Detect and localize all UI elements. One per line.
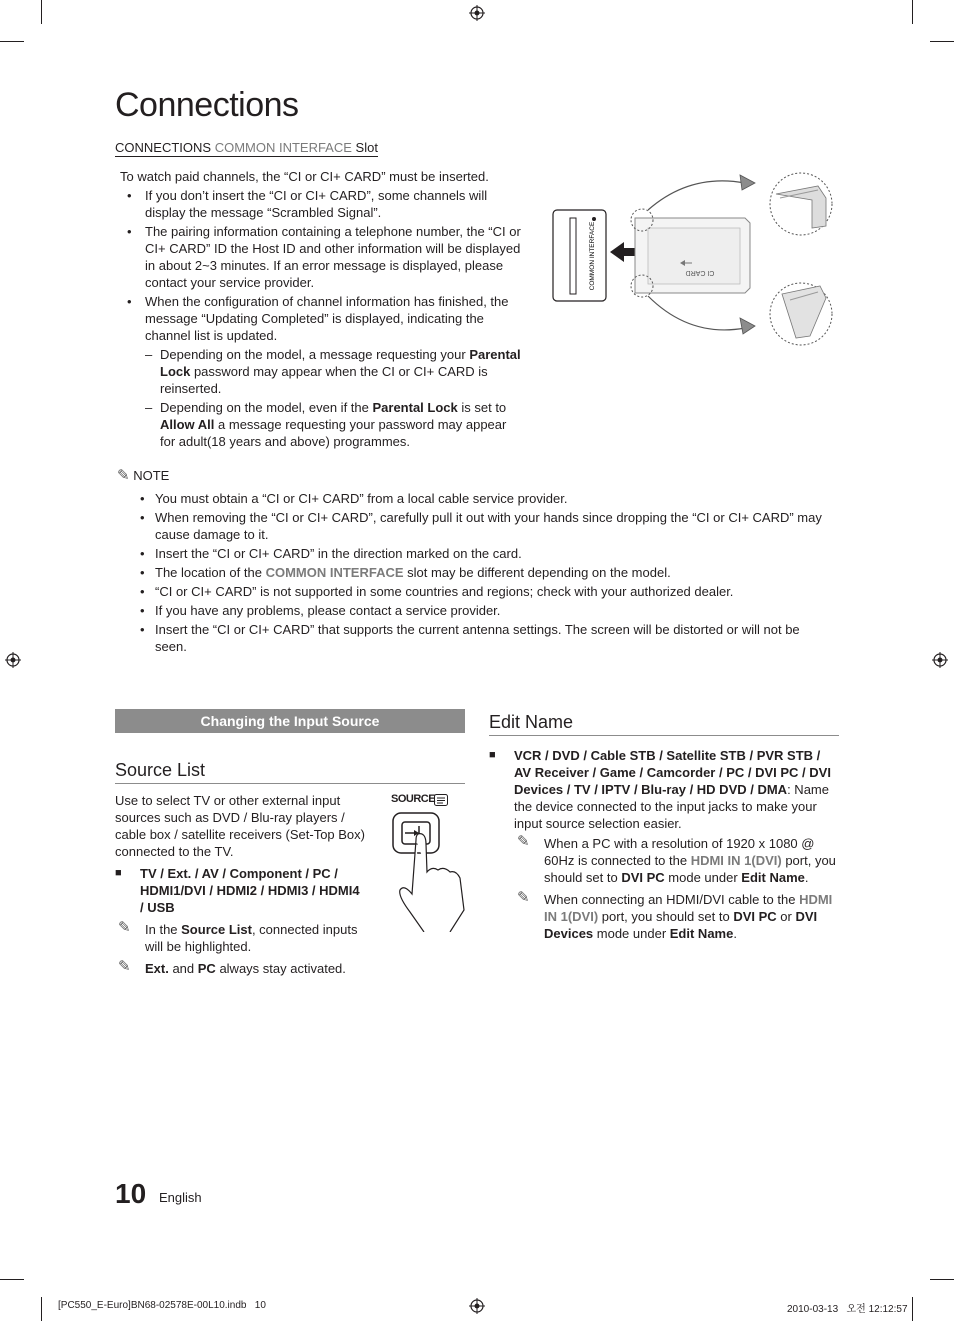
card-label: CI CARD	[685, 269, 715, 276]
note-list	[140, 488, 835, 657]
slot-panel	[553, 210, 606, 301]
text: .	[804, 870, 809, 885]
page-language: English	[159, 1190, 202, 1205]
registration-mark-icon	[469, 5, 485, 21]
intro-bullets	[120, 187, 525, 344]
bold-term: Source List	[181, 922, 252, 937]
source-list-body	[115, 792, 365, 977]
text: or	[776, 909, 796, 924]
note-pencil-icon: ✎	[117, 467, 130, 484]
text: Depending on the model, a message requesting your	[160, 347, 470, 362]
crop-mark	[41, 1297, 42, 1321]
bold-term: Parental Lock	[372, 400, 458, 415]
source-list-item: ■ TV / Ext. / AV / Component / PC / HDMI1/DVI / HDMI2 / HDMI3 / HDMI4 / USB	[115, 865, 365, 916]
text: port, you should set to	[544, 853, 836, 885]
highlight-term: COMMON INTERFACE	[265, 565, 404, 580]
footer-file: [PC550_E-Euro]BN68-02578E-00L10.indb 10	[58, 1300, 266, 1311]
text: a message requesting your password may appear for adult(18 years and above) programmes.	[160, 417, 507, 449]
text: slot may be different depending on the model.	[403, 565, 671, 580]
note-bullets	[140, 490, 835, 655]
bold-term: Ext.	[145, 961, 169, 976]
hand-pressing-button-icon	[390, 810, 470, 932]
text: port, you should set to	[598, 909, 734, 924]
list-item	[120, 346, 525, 397]
intro-dash-list	[120, 346, 525, 450]
highlight-term: HDMI IN 1(DVI)	[544, 892, 833, 924]
insert-arrow-icon	[610, 242, 636, 262]
list-item: • When removing the “CI or CI+ CARD”, carefully pull it out with your hands since dropping the “CI or CI+ CARD” may cause damage to it.	[140, 509, 835, 543]
text: : Name the device connected to the input jacks to make your input source selection easier.	[514, 782, 829, 831]
text: The location of the	[155, 565, 266, 580]
bold-term: VCR / DVD / Cable STB / Satellite STB / PVR STB / AV Receiver / Game / Camcorder / PC / DVI PC / DVI Devices / TV / IPTV / Blu-ray / HD DVD / DMA	[514, 748, 831, 797]
text: mode under	[664, 870, 742, 885]
crop-mark	[912, 0, 913, 24]
source-list-note	[115, 921, 365, 955]
text: always stay activated.	[215, 961, 346, 976]
intro-text: To watch paid channels, the “CI or CI+ CARD” must be inserted.	[120, 169, 489, 184]
bold-term: Allow All	[160, 417, 215, 432]
subheading-prefix: CONNECTIONS	[115, 140, 212, 155]
page-title: Connections	[115, 86, 299, 124]
ci-intro	[120, 168, 525, 452]
bold-term: DVI PC	[733, 909, 777, 924]
bold-term: Edit Name	[669, 926, 734, 941]
source-remote-illustration	[390, 792, 470, 932]
text: In the	[145, 922, 182, 937]
crop-mark	[41, 0, 42, 24]
text: .	[733, 926, 737, 941]
source-list-icon	[434, 794, 448, 806]
bold-term: Parental Lock	[160, 347, 521, 379]
list-item: • If you don’t insert the “CI or CI+ CARD”, some channels will display the message “Scrambled Signal”.	[120, 187, 525, 221]
bold-term: PC	[197, 961, 216, 976]
text: and	[168, 961, 198, 976]
source-list-note	[115, 960, 415, 977]
note-heading	[117, 466, 169, 484]
list-item	[120, 399, 525, 450]
edit-name-heading: Edit Name	[489, 712, 839, 736]
list-item	[140, 564, 835, 581]
crop-mark	[912, 1297, 913, 1321]
bold-term: DVI Devices	[544, 909, 818, 941]
text: Depending on the model, even if the	[160, 400, 373, 415]
text: , connected inputs will be highlighted.	[145, 922, 358, 954]
subheading-suffix: Slot	[355, 140, 378, 155]
section-subheading	[115, 140, 378, 157]
registration-mark-icon	[932, 652, 948, 668]
edit-name-body	[489, 747, 839, 942]
slot-label: COMMON INTERFACE	[589, 221, 596, 291]
list-item: • You must obtain a “CI or CI+ CARD” from a local cable service provider.	[140, 490, 835, 507]
ci-card-illustration	[550, 168, 840, 353]
highlight-term: HDMI IN 1(DVI)	[690, 853, 782, 868]
text: password may appear when the CI or CI+ CARD is reinserted.	[160, 364, 488, 396]
bold-term: DVI PC	[621, 870, 665, 885]
text: When a PC with a resolution of 1920 x 1080 @ 60Hz is connected to the	[544, 836, 815, 868]
list-item: • Insert the “CI or CI+ CARD” in the direction marked on the card.	[140, 545, 835, 562]
page-number: 10	[115, 1178, 147, 1209]
text: When connecting an HDMI/DVI cable to the	[544, 892, 800, 907]
source-list-heading: Source List	[115, 760, 465, 784]
list-item: • The pairing information containing a telephone number, the “CI or CI+ CARD” ID the Host ID and other information will be displayed in about 2~3 minutes. If an error message is displayed, please contact your service provider.	[120, 223, 525, 291]
text: is set to	[457, 400, 507, 415]
bold-term: Edit Name	[741, 870, 805, 885]
list-item: • “CI or CI+ CARD” is not supported in some countries and regions; check with your authorized dealer.	[140, 583, 835, 600]
crop-mark	[0, 1279, 24, 1280]
edit-name-note	[514, 835, 839, 886]
section-bar: Changing the Input Source	[115, 709, 465, 733]
edit-name-note	[514, 891, 839, 942]
source-list-description: Use to select TV or other external input sources such as DVD / Blu-ray players / cable box / satellite receivers (Set-Top Box) connected to the TV.	[115, 793, 365, 859]
subheading-name: COMMON INTERFACE	[214, 140, 352, 155]
list-item: • When the configuration of channel information has finished, the message “Updating Completed” is displayed, indicating the channel list is updated.	[120, 293, 525, 344]
source-button-label: SOURCE	[391, 793, 436, 805]
edit-name-item	[489, 747, 839, 832]
list-item: • If you have any problems, please contact a service provider.	[140, 602, 835, 619]
registration-mark-icon	[5, 652, 21, 668]
note-label: NOTE	[133, 468, 170, 483]
list-item: • Insert the “CI or CI+ CARD” that supports the current antenna settings. The screen will be distorted or will not be seen.	[140, 621, 835, 655]
crop-mark	[930, 41, 954, 42]
crop-mark	[0, 41, 24, 42]
footer-timestamp: 2010-03-13 오전 12:12:57	[787, 1304, 908, 1315]
text: mode under	[593, 926, 670, 941]
registration-mark-icon	[469, 1298, 485, 1314]
crop-mark	[930, 1279, 954, 1280]
